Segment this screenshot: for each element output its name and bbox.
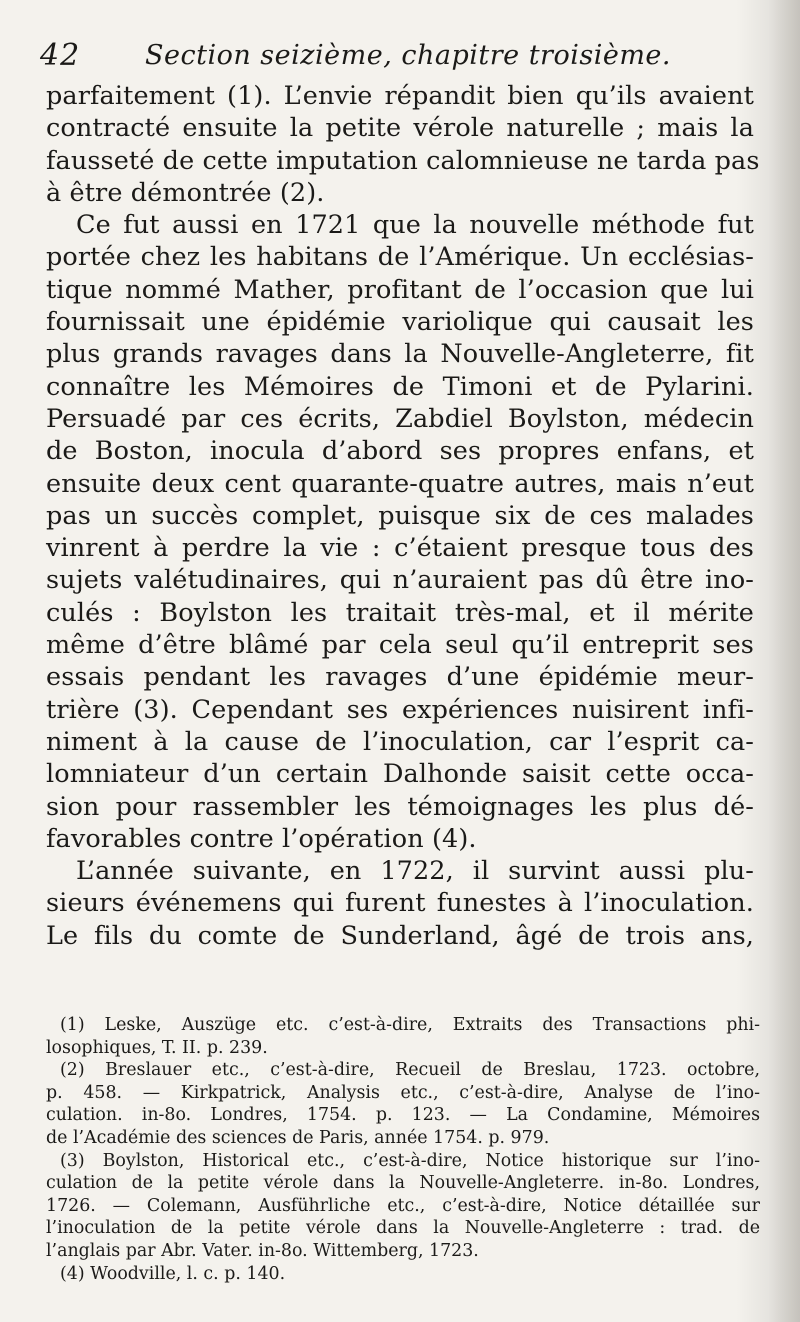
body-line: sujets valétudinaires, qui n’auraient pas dû être ino- xyxy=(46,565,754,596)
footnote-line: culation de la petite vérole dans la Nouvelle-Angleterre. in-8o. Londres, xyxy=(46,1173,760,1194)
body-text xyxy=(46,80,760,952)
body-line: essais pendant les ravages d’une épidémie meur- xyxy=(46,662,754,693)
body-line: pas un succès complet, puisque six de ces malades xyxy=(46,500,754,531)
footnote-line: (3) Boylston, Historical etc., c’est-à-dire, Notice historique sur l’ino- xyxy=(60,1150,760,1171)
body-line: plus grands ravages dans la Nouvelle-Angleterre, fit xyxy=(46,339,754,370)
body-line: sieurs événemens qui furent funestes à l’inoculation. xyxy=(46,888,754,919)
running-head: Section seizième, chapitre troisième. xyxy=(145,40,671,71)
body-line: parfaitement (1). L’envie répandit bien qu’ils avaient xyxy=(46,81,754,111)
body-line: même d’être blâmé par cela seul qu’il entreprit ses xyxy=(46,630,754,661)
footnotes xyxy=(46,1014,760,1285)
body-line: de Boston, inocula d’abord ses propres enfans, et xyxy=(46,436,754,467)
body-line: Persuadé par ces écrits, Zabdiel Boylston, médecin xyxy=(46,403,754,434)
page-edge-shadow xyxy=(768,0,800,1322)
body-line: lomniateur d’un certain Dalhonde saisit cette occa- xyxy=(46,759,754,790)
body-line: favorables contre l’opération (4). xyxy=(46,823,477,854)
body-line: culés : Boylston les traitait très-mal, et il mérite xyxy=(46,597,754,628)
footnote-line: (4) Woodville, l. c. p. 140. xyxy=(60,1263,286,1284)
footnote-line: (2) Breslauer etc., c’est-à-dire, Recueil de Breslau, 1723. octobre, xyxy=(60,1060,760,1081)
page-number: 42 xyxy=(40,38,81,73)
body-line: sion pour rassembler les témoignages les plus dé- xyxy=(46,791,754,822)
footnote-line: 1726. — Colemann, Ausführliche etc., c’est-à-dire, Notice détaillée sur xyxy=(46,1195,760,1216)
body-line: contracté ensuite la petite vérole naturelle ; mais la xyxy=(46,113,754,144)
body-line: Ce fut aussi en 1721 que la nouvelle méthode fut xyxy=(76,210,754,241)
body-line: à être démontrée (2). xyxy=(46,177,325,208)
body-line: L’année suivante, en 1722, il survint aussi plu- xyxy=(76,856,754,887)
body-line: Le fils du comte de Sunderland, âgé de trois ans, xyxy=(46,920,754,951)
footnote-line: l’inoculation de la petite vérole dans la Nouvelle-Angleterre : trad. de xyxy=(46,1218,760,1239)
body-line: tique nommé Mather, profitant de l’occasion que lui xyxy=(46,274,754,305)
body-line: niment à la cause de l’inoculation, car l’esprit ca- xyxy=(46,726,754,757)
footnote-line: p. 458. — Kirkpatrick, Analysis etc., c’est-à-dire, Analyse de l’ino- xyxy=(46,1082,760,1103)
page-header xyxy=(40,38,760,78)
body-line: connaître les Mémoires de Timoni et de Pylarini. xyxy=(46,371,754,402)
body-line: vinrent à perdre la vie : c’étaient presque tous des xyxy=(46,533,754,564)
footnote-line: l’anglais par Abr. Vater. in-8o. Wittemberg, 1723. xyxy=(46,1240,479,1261)
body-line: portée chez les habitans de l’Amérique. Un ecclésias- xyxy=(46,242,754,273)
body-line: fausseté de cette imputation calomnieuse ne tarda pas xyxy=(46,145,760,176)
footnote-line: de l’Académie des sciences de Paris, année 1754. p. 979. xyxy=(46,1127,550,1148)
body-line: ensuite deux cent quarante-quatre autres, mais n’eut xyxy=(46,468,754,499)
footnote-line: losophiques, T. II. p. 239. xyxy=(46,1037,268,1058)
body-line: fournissait une épidémie variolique qui causait les xyxy=(46,307,754,338)
body-line: trière (3). Cependant ses expériences nuisirent infi- xyxy=(46,694,754,725)
footnote-line: culation. in-8o. Londres, 1754. p. 123. — La Condamine, Mémoires xyxy=(46,1105,760,1126)
footnote-line: (1) Leske, Auszüge etc. c’est-à-dire, Extraits des Transactions phi- xyxy=(60,1015,760,1035)
